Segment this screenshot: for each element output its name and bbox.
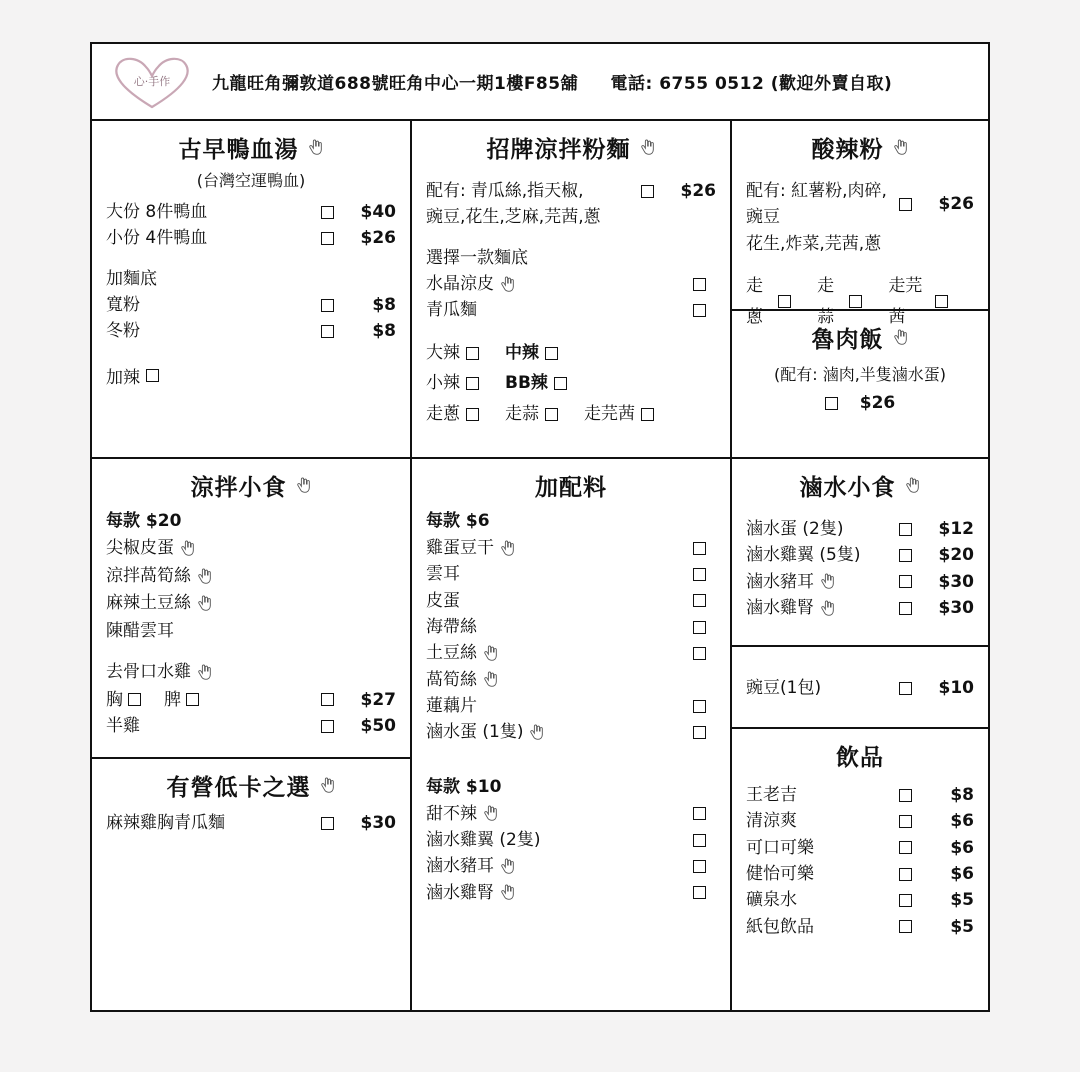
spicy-option-row[interactable] [106,363,396,388]
item-name: 萵筍絲 [426,669,477,690]
toppings-price-head-1: 每款 $6 [426,511,490,531]
checkbox-slot[interactable] [682,278,716,291]
item-price: $6 [950,864,974,885]
option-bb-spicy[interactable] [505,368,567,399]
item-name: 冬粉 [106,321,140,342]
checkbox-slot[interactable] [310,693,344,706]
duck-blood-subtitle: (台灣空運鴨血) [196,171,306,190]
checkbox-slot[interactable] [310,720,344,733]
checkbox[interactable] [899,815,912,828]
list-item[interactable] [426,561,716,587]
spice-level-row-1[interactable] [426,338,716,369]
section-title [426,131,716,164]
spacer [106,252,396,266]
checkbox-slot[interactable] [682,886,716,899]
checkbox-slot[interactable] [682,726,716,739]
checkbox[interactable] [321,299,334,312]
checkbox[interactable] [778,295,791,308]
item-price: $26 [360,228,396,249]
checkbox-slot[interactable] [682,304,716,317]
pointing-hand-icon [819,600,836,617]
pointing-hand-icon [319,777,336,794]
checkbox[interactable] [554,377,567,390]
checkbox-slot[interactable] [888,815,922,828]
checkbox[interactable] [693,621,706,634]
list-item[interactable] [426,880,716,906]
item-name: 麻辣土豆絲 [106,593,191,614]
section-sour-spicy-noodle [732,121,988,327]
option-no-garlic[interactable] [505,399,558,430]
cold-noodle-ingredients-row-2 [426,204,716,230]
menu-sheet [90,42,990,1012]
section-toppings [412,459,730,914]
item-price: $26 [859,393,896,413]
item-price: $26 [680,181,716,201]
list-item[interactable] [426,535,716,561]
list-item[interactable] [106,590,396,618]
checkbox[interactable] [899,602,912,615]
checkbox[interactable] [321,232,334,245]
list-item[interactable] [426,801,716,827]
option-label: 走芫茜 [584,403,635,424]
checkbox-slot[interactable] [310,817,344,830]
duck-blood-title: 古早鴨血湯 [178,137,299,163]
checkbox[interactable] [899,868,912,881]
list-item[interactable] [106,535,396,563]
option-label: BB辣 [505,373,548,394]
checkbox[interactable] [899,549,912,562]
ingredients-line-1: 青瓜絲,指天椒, [470,181,584,201]
item-name: 紙包飲品 [746,916,814,937]
item-name: 滷水豬耳 [746,571,814,592]
pointing-hand-icon [892,329,909,346]
item-price: $5 [950,890,974,911]
checkbox-slot[interactable] [888,549,922,562]
braised-snacks-title: 滷水小食 [799,475,896,501]
item-name: 小份 4件鴨血 [106,228,208,249]
item-name: 水晶涼皮 [426,274,494,295]
checkbox-slot[interactable] [888,602,922,615]
section-title [106,769,396,802]
option-extra-spicy[interactable] [106,363,159,388]
shop-logo [92,47,212,117]
column-right [732,121,988,1010]
noodle-base-label: 加麵底 [106,268,157,289]
item-name: 大份 8件鴨血 [106,202,208,222]
item-name: 礦泉水 [746,890,797,911]
option-label: 走芫茜 [888,276,923,327]
section-cold-snacks [92,459,410,759]
list-item[interactable] [426,271,716,297]
item-price: $27 [360,689,396,710]
option-label: 走蒜 [505,403,539,424]
sour-spicy-ingredients-row-2 [746,231,974,257]
list-item[interactable] [746,808,974,834]
list-item[interactable] [106,713,396,739]
item-name: 雞蛋豆干 [426,538,494,558]
pointing-hand-icon [196,568,213,585]
low-cal-title: 有營低卡之選 [166,775,311,801]
item-name: 半雞 [106,716,140,736]
checkbox[interactable] [128,693,141,706]
pointing-hand-icon [499,884,516,901]
checkbox[interactable] [693,700,706,713]
item-price: $30 [360,813,396,833]
section-title [746,469,974,502]
pointing-hand-icon [307,139,324,156]
checkbox[interactable] [693,886,706,899]
list-item[interactable] [746,914,974,940]
pointing-hand-icon [482,805,499,822]
checkbox-slot[interactable] [888,198,922,211]
checkbox[interactable] [693,568,706,581]
item-name: 尖椒皮蛋 [106,538,174,558]
pointing-hand-icon [499,540,516,557]
option-label: 加辣 [106,367,140,388]
section-drinks [732,729,988,948]
list-item[interactable] [426,667,716,693]
checkbox[interactable] [693,542,706,555]
checkbox[interactable] [849,295,862,308]
checkbox[interactable] [321,817,334,830]
checkbox[interactable] [899,198,912,211]
list-item[interactable] [106,618,396,646]
item-price: $20 [938,545,974,566]
checkbox-slot[interactable] [682,860,716,873]
pointing-hand-icon [499,858,516,875]
checkbox[interactable] [545,347,558,360]
list-item[interactable] [106,810,396,836]
braised-rice-title: 魯肉飯 [811,327,884,353]
checkbox-slot[interactable] [888,682,922,695]
pointing-hand-icon [482,645,499,662]
item-price: $12 [938,519,974,539]
list-item[interactable] [746,861,974,887]
list-item[interactable] [106,199,396,225]
item-name: 滷水蛋 (2隻) [746,519,844,539]
section-braised-pork-rice [732,311,988,459]
checkbox[interactable] [899,575,912,588]
checkbox[interactable] [693,807,706,820]
toppings-price-head-2: 每款 $10 [426,776,502,797]
item-price: $6 [950,837,974,858]
section-title [746,131,974,164]
item-name: 麻辣雞胸青瓜麵 [106,813,225,833]
item-price: $50 [360,716,396,736]
choose-base-label-row [426,245,716,271]
item-name: 健怡可樂 [746,864,814,885]
pointing-hand-icon [295,477,312,494]
item-price: $40 [360,202,396,222]
item-name: 甜不辣 [426,803,477,824]
section-title [746,321,974,354]
list-item[interactable] [106,563,396,591]
spacer [426,746,716,772]
item-name: 王老吉 [746,785,797,805]
ingredients-line-2: 豌豆,花生,芝麻,芫茜,蔥 [426,207,601,228]
checkbox[interactable] [186,693,199,706]
list-item[interactable] [106,225,396,251]
item-name: 雲耳 [426,564,460,585]
list-item[interactable] [426,719,716,745]
spacer [746,257,974,271]
item-name: 滷水雞翼 (2隻) [426,830,541,851]
list-item[interactable] [746,675,974,701]
section-signature-cold-noodle [412,121,730,459]
option-label: 走蒜 [817,276,835,327]
toppings-title: 加配料 [535,475,607,501]
pointing-hand-icon [196,664,213,681]
item-name: 清涼爽 [746,811,797,832]
checkbox[interactable] [899,789,912,802]
item-price: $8 [372,321,396,342]
checkbox[interactable] [693,860,706,873]
list-item[interactable] [426,827,716,853]
braised-rice-order-row[interactable] [746,393,974,413]
section-title [106,131,396,164]
column-left [92,121,412,1010]
item-price: $5 [950,916,974,937]
section-title [746,739,974,772]
phone-text: 電話: 6755 0512 (歡迎外賣自取) [610,74,893,94]
item-name: 青瓜麵 [426,300,477,321]
section-peas [732,647,988,729]
option-big-spicy[interactable] [426,338,479,369]
checkbox[interactable] [693,834,706,847]
checkbox-slot[interactable] [888,920,922,933]
item-name: 滷水豬耳 [426,856,494,877]
item-name: 豌豆(1包) [746,677,822,698]
item-name: 海帶絲 [426,617,477,638]
checkbox[interactable] [545,408,558,421]
option-label: 大辣 [426,342,460,363]
checkbox-slot[interactable] [310,232,344,245]
checkbox-slot[interactable] [682,621,716,634]
list-item[interactable] [746,516,974,542]
boneless-chicken-label-row [106,659,396,687]
boneless-chicken-label: 去骨口水雞 [106,662,191,683]
spacer [106,345,396,359]
section-low-calorie [92,759,410,844]
item-price: $10 [938,677,974,698]
checkbox-slot[interactable] [630,185,664,198]
checkbox-slot[interactable] [682,700,716,713]
checkbox-slot[interactable] [888,523,922,536]
list-item[interactable] [746,542,974,568]
option-label: 走蔥 [426,403,460,424]
checkbox[interactable] [899,523,912,536]
checkbox[interactable] [321,325,334,338]
cold-snacks-title: 涼拌小食 [190,475,287,501]
section-braised-snacks [732,459,988,647]
spacer [426,231,716,245]
list-item[interactable] [426,614,716,640]
checkbox[interactable] [466,347,479,360]
list-item[interactable] [746,569,974,595]
list-item[interactable] [746,595,974,621]
checkbox-slot[interactable] [310,299,344,312]
checkbox-slot[interactable] [310,325,344,338]
checkbox-slot[interactable] [888,575,922,588]
list-item[interactable] [106,687,396,713]
item-price: $6 [950,811,974,832]
option-label: 小辣 [426,373,460,394]
checkbox[interactable] [466,408,479,421]
item-name: 滷水蛋 (1隻) [426,722,524,743]
option-label: 走蔥 [746,276,763,327]
checkbox-slot[interactable] [888,841,922,854]
checkbox-slot[interactable] [888,868,922,881]
choose-base-label: 選擇一款麵底 [426,247,528,268]
remove-options-row[interactable] [426,399,716,430]
cold-noodle-title: 招牌涼拌粉麵 [486,137,631,163]
checkbox-slot[interactable] [682,834,716,847]
item-price: $8 [372,295,396,316]
item-name: 陳醋雲耳 [106,620,174,641]
section-duck-blood-soup [92,121,410,459]
cold-noodle-ingredients-row[interactable] [426,178,716,204]
checkbox[interactable] [321,693,334,706]
item-name: 涼拌萵筍絲 [106,565,191,586]
checkbox-slot[interactable] [888,894,922,907]
item-name: 滷水雞腎 [426,882,494,903]
item-name: 寬粉 [106,295,140,316]
section-title [106,469,396,502]
checkbox[interactable] [935,295,948,308]
spacer [426,324,716,338]
item-name: 滷水雞腎 [746,598,814,619]
cold-snacks-price-head: 每款 $20 [106,511,182,531]
drinks-title: 飲品 [836,745,884,771]
pointing-hand-icon [639,139,656,156]
checkbox[interactable] [321,720,334,733]
checkbox[interactable] [641,185,654,198]
checkbox-slot[interactable] [682,568,716,581]
checkbox[interactable] [899,894,912,907]
menu-header [92,44,988,121]
spacer [106,645,396,659]
list-item[interactable] [746,887,974,913]
spice-level-row-2[interactable] [426,368,716,399]
item-price: $8 [950,785,974,805]
item-name: 滷水雞翼 (5隻) [746,545,861,566]
checkbox[interactable] [693,304,706,317]
sour-spicy-ingredients-row[interactable] [746,178,974,231]
list-item[interactable] [746,835,974,861]
item-price: $30 [938,571,974,592]
pointing-hand-icon [499,276,516,293]
braised-rice-subtitle: (配有: 滷肉,半隻滷水蛋) [773,365,947,384]
checkbox-slot[interactable] [682,647,716,660]
pointing-hand-icon [892,139,909,156]
option-no-coriander[interactable] [584,399,654,430]
checkbox[interactable] [146,369,159,382]
checkbox-slot[interactable] [682,807,716,820]
checkbox[interactable] [693,647,706,660]
checkbox[interactable] [825,397,838,410]
item-name: 土豆絲 [426,643,477,664]
list-item[interactable] [106,318,396,344]
item-name: 可口可樂 [746,837,814,858]
address-text: 九龍旺角彌敦道688號旺角中心一期1樓F85舖 [212,74,579,94]
pointing-hand-icon [179,540,196,557]
option-medium-spicy[interactable] [505,338,558,369]
list-item[interactable] [106,292,396,318]
option-no-scallion[interactable] [426,399,479,430]
item-name: 皮蛋 [426,590,460,611]
chicken-part-breast-label: 胸 [106,689,123,710]
ingredients-line-2: 花生,炸菜,芫茜,蔥 [746,233,882,254]
section-title [426,469,716,502]
column-middle [412,121,732,1010]
pointing-hand-icon [819,573,836,590]
ingredients-line-1: 配有: 紅薯粉,肉碎,豌豆 [746,181,887,228]
noodle-base-label-row [106,266,396,292]
svg-text:心·手作: 心·手作 [133,74,171,88]
list-item[interactable] [746,782,974,808]
list-item[interactable] [426,588,716,614]
list-item[interactable] [426,640,716,666]
item-name: 蓮藕片 [426,696,477,717]
checkbox-slot[interactable] [682,542,716,555]
option-small-spicy[interactable] [426,368,479,399]
checkbox-slot[interactable] [310,206,344,219]
checkbox[interactable] [321,206,334,219]
checkbox[interactable] [899,841,912,854]
checkbox[interactable] [899,682,912,695]
pointing-hand-icon [528,724,545,741]
checkbox[interactable] [693,594,706,607]
pointing-hand-icon [482,671,499,688]
checkbox-slot[interactable] [682,594,716,607]
checkbox[interactable] [899,920,912,933]
pointing-hand-icon [196,595,213,612]
header-address-line [212,69,892,94]
item-price: $30 [938,598,974,619]
list-item[interactable] [426,297,716,323]
ingredients-label: 配有: [426,181,466,201]
pointing-hand-icon [904,477,921,494]
list-item[interactable] [426,853,716,879]
checkbox[interactable] [466,377,479,390]
item-price: $26 [938,194,974,215]
option-label: 中辣 [505,342,539,363]
checkbox[interactable] [693,726,706,739]
checkbox[interactable] [641,408,654,421]
checkbox-slot[interactable] [888,789,922,802]
sour-spicy-title: 酸辣粉 [811,137,884,163]
chicken-part-thigh-label: 脾 [164,689,181,710]
list-item[interactable] [426,693,716,719]
checkbox[interactable] [693,278,706,291]
